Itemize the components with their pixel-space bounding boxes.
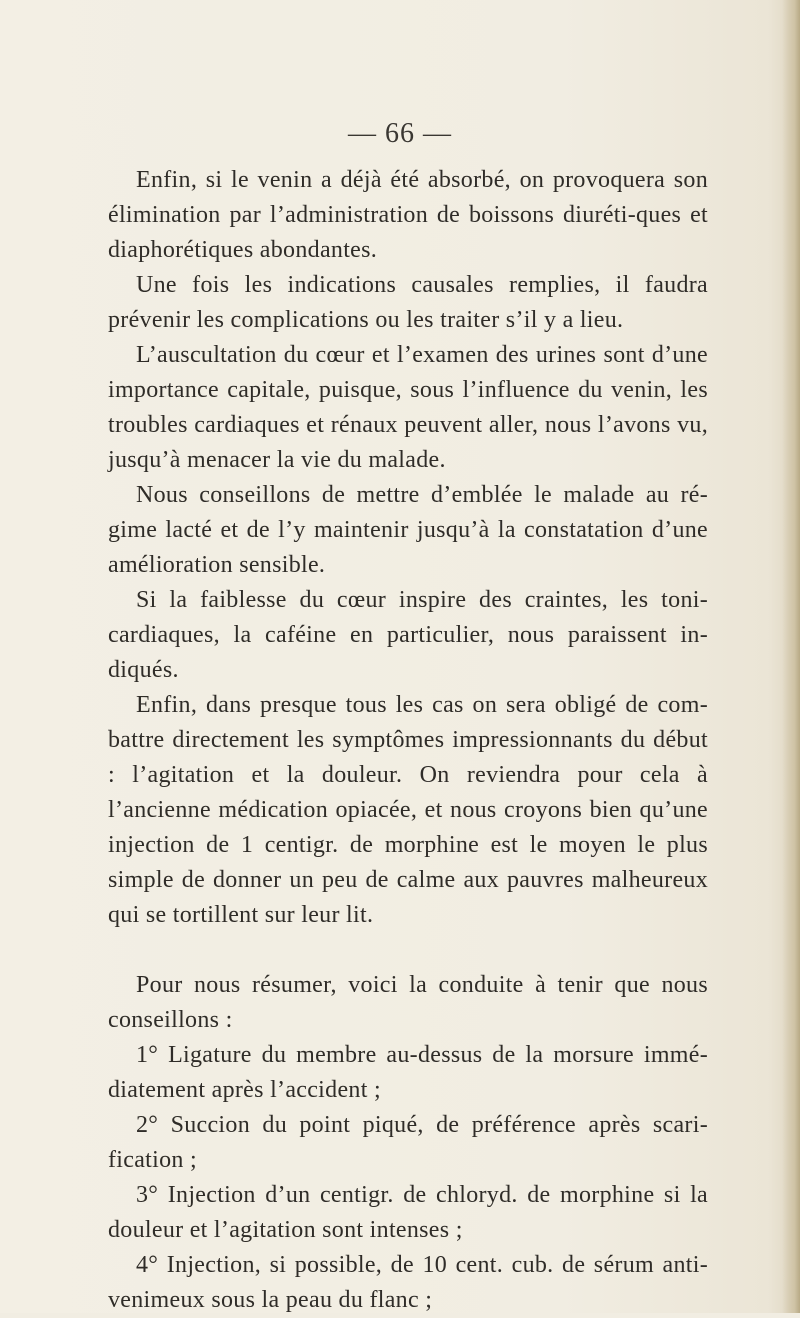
paragraph: Une fois les indications causales remplies, il faudra prévenir les complications ou les traiter s’il y a lieu. <box>108 272 708 333</box>
list-item: 1° Ligature du membre au-dessus de la morsure immé-diatement après l’accident ; <box>108 1042 708 1103</box>
list-item: 3° Injection d’un centigr. de chloryd. de morphine si la douleur et l’agitation sont intenses ; <box>108 1182 708 1243</box>
paragraph: Nous conseillons de mettre d’emblée le malade au ré-gime lacté et de l’y maintenir jusqu’à la constatation d’une amélioration sensible. <box>108 482 708 578</box>
paragraph: Enfin, si le venin a déjà été absorbé, on provoquera son élimination par l’administration de boissons diuréti-ques et diaphorétiques abondantes. <box>108 167 708 263</box>
list-item: 4° Injection, si possible, de 10 cent. cub. de sérum anti-venimeux sous la peau du flanc ; <box>108 1252 708 1313</box>
page-edge-shadow <box>782 0 800 1313</box>
list-item: 2° Succion du point piqué, de préférence après scari-fication ; <box>108 1112 708 1173</box>
paragraph: Si la faiblesse du cœur inspire des craintes, les toni-cardiaques, la caféine en particulier, nous paraissent in-diqués. <box>108 587 708 683</box>
paragraph: L’auscultation du cœur et l’examen des urines sont d’une importance capitale, puisque, sous l’influence du venin, les troubles cardiaques et rénaux peuvent aller, nous l’avons vu, jusqu’à menacer la vie du malade. <box>108 342 708 473</box>
summary-intro: Pour nous résumer, voici la conduite à tenir que nous conseillons : <box>108 972 708 1033</box>
page-number: — 66 — <box>348 118 452 149</box>
body-text <box>108 163 708 1318</box>
paragraph: Enfin, dans presque tous les cas on sera obligé de com-battre directement les symptômes impressionnants du début : l’agitation et la douleur. On reviendra pour cela à l’ancienne médication opiacée, et nous croyons bien qu’une injection de 1 centigr. de morphine est le moyen le plus simple de donner un peu de calme aux pauvres malheureux qui se tortillent sur leur lit. <box>108 692 708 928</box>
section-spacer <box>108 933 708 968</box>
